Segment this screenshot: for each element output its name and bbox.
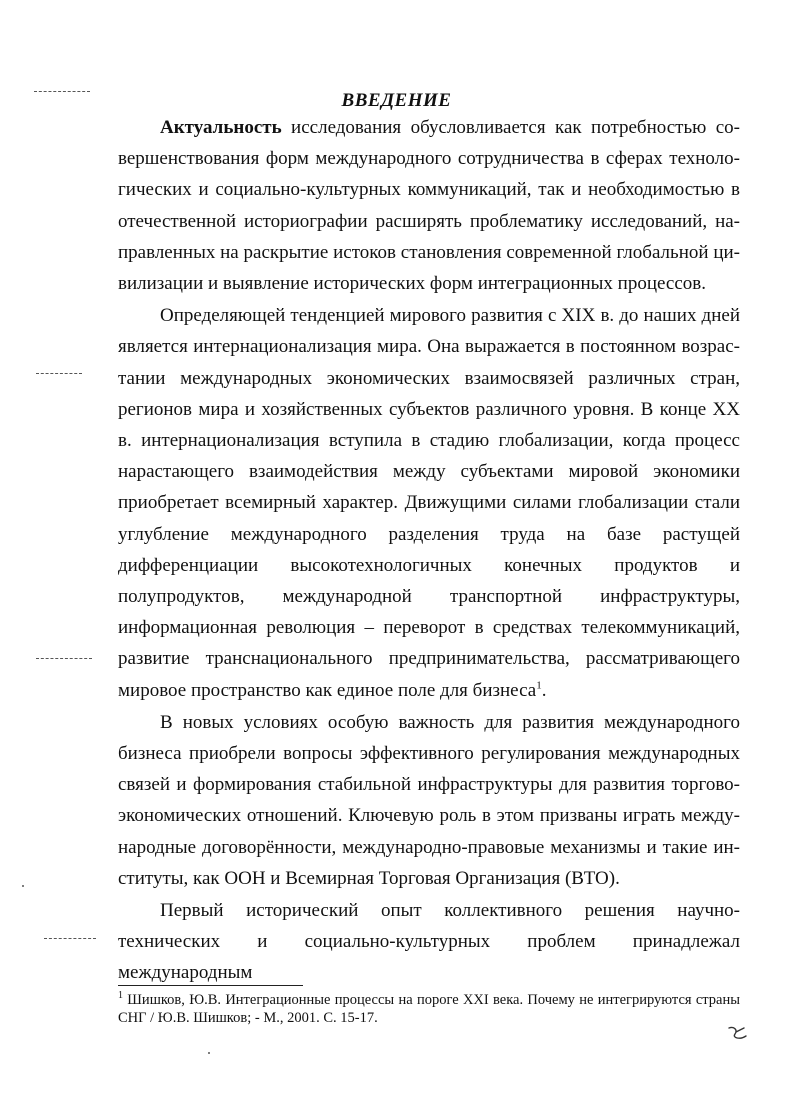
paragraph-first-experience — [118, 895, 740, 989]
paragraph-text: Определяющей тенденцией мирового развития с XIX в. до наших дней является интернационализация мира. Она выражается в постоянном возрастании международных экономических взаимосвязей различных стран, регионов мира и хозяйственных субъектов различного уровня. В конце XX в. интернационализация вступила в стадию глобализации, когда процесс нарастающего взаимодействия между субъектами мировой экономики приобретает всемирный характер. Движущими силами глобализации стали углубление международного разделения труда на базе растущей дифференциации высокотехнологичных конечных продуктов и полупродуктов, международной транспортной инфраструктуры, информационная революция – переворот в средствах телекоммуникаций, развитие транснационального предпринимательства, рассматривающего мировое пространство как единое поле для бизнеса — [118, 305, 740, 701]
paragraph-lead-term: Актуальность — [160, 117, 282, 138]
scan-margin-mark — [36, 658, 92, 660]
paragraph-text: исследования обусловливается как потребностью совершенствования форм международного сотрудничества в сферах технологических и социально-культурных коммуникаций, так и необходимостью в отечественной историографии расширять проблематику исследований, направленных на раскрытие истоков становления современной глобальной цивилизации и выявление исторических форм интеграционных процессов. — [118, 117, 740, 295]
footnote-reference[interactable]: 1 — [536, 679, 542, 692]
scan-margin-mark — [34, 91, 90, 93]
paragraph-internationalization — [118, 300, 740, 706]
paragraph-new-conditions — [118, 707, 740, 894]
scan-margin-mark — [36, 373, 82, 375]
body-text — [118, 112, 740, 989]
footnote — [118, 991, 740, 1027]
paragraph-text: В новых условиях особую важность для развития международного бизнеса приобрели вопросы эффективного регулирования международных связей и формирования стабильной инфраструктуры для развития торгово-экономических отношений. Ключевую роль в этом призваны играть международные договорённости, международно-правовые механизмы и такие институты, как ООН и Всемирная Торговая Организация (ВТО). — [118, 711, 740, 889]
scan-dot — [22, 885, 24, 887]
footnote-separator — [118, 985, 303, 986]
scan-margin-mark — [44, 938, 96, 940]
footnote-number: 1 — [118, 990, 123, 1002]
paragraph-tail: . — [541, 679, 547, 701]
paragraph-relevance — [118, 112, 740, 299]
footnote-text: Шишков, Ю.В. Интеграционные процессы на пороге XXI века. Почему не интегрируются страны СНГ / Ю.В. Шишков; - М., 2001. С. 15-17. — [118, 992, 740, 1026]
scan-dot — [208, 1052, 210, 1054]
handwritten-mark-icon — [726, 1024, 750, 1044]
paragraph-text: Первый исторический опыт коллективного решения научно-технических и социально-культурных проблем принадлежал международным — [118, 900, 740, 984]
page-title: ВВЕДЕНИЕ — [341, 90, 452, 111]
